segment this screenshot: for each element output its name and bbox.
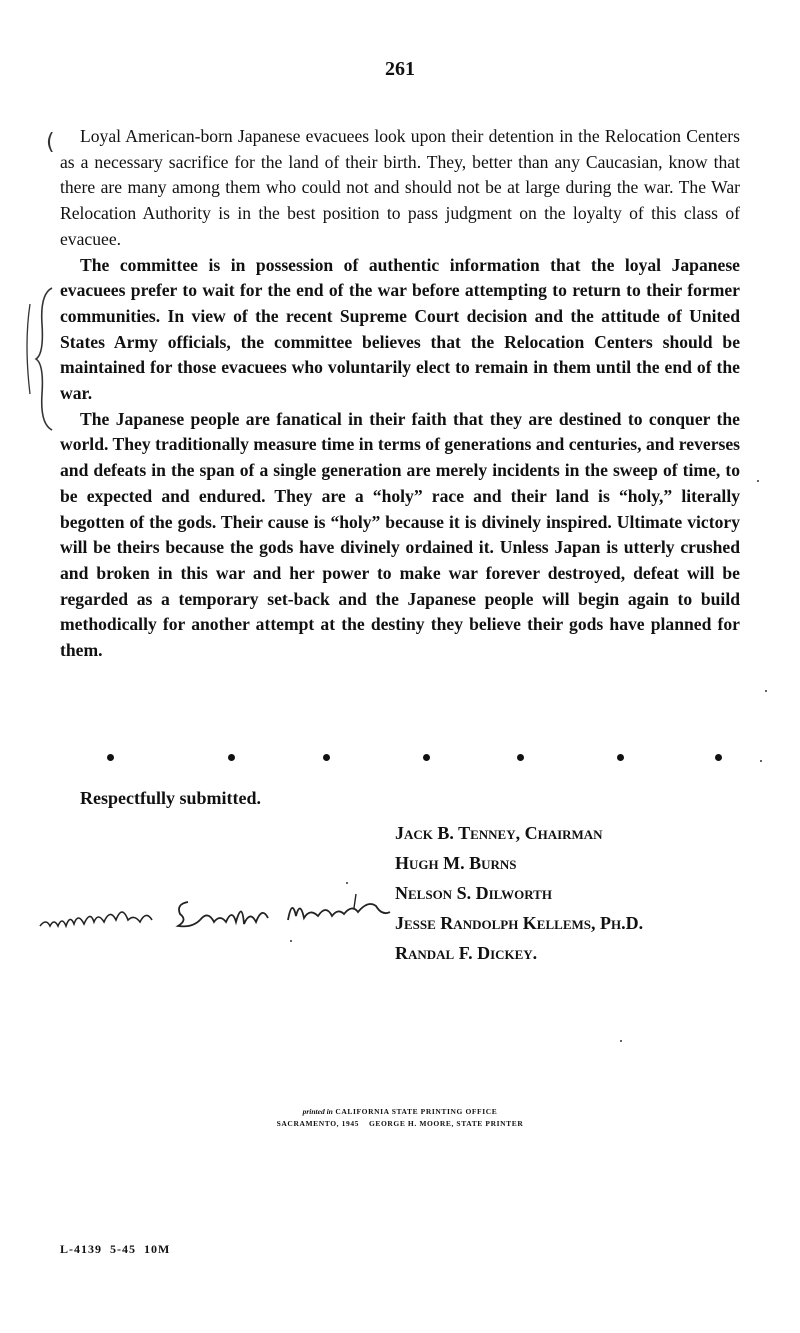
- imprint-line-2: [0, 1118, 800, 1130]
- signatory: Jesse Randolph Kellems, Ph.D.: [395, 913, 644, 933]
- paper-speck: [620, 1040, 622, 1042]
- signatory: Hugh M. Burns: [395, 853, 517, 873]
- ornament-dot: [715, 754, 722, 761]
- ornament-dot: [517, 754, 524, 761]
- page-number: 261: [385, 58, 415, 80]
- margin-mark-1: (: [46, 130, 55, 155]
- ornament-dot: [107, 754, 114, 761]
- imprint-line-1: [0, 1106, 800, 1118]
- ornament-dot: [323, 754, 330, 761]
- ornament-dot: [617, 754, 624, 761]
- signatory-chairman: Jack B. Tenney, Chairman: [395, 823, 603, 843]
- signatory: Nelson S. Dilworth: [395, 883, 552, 903]
- handwritten-signature-icon: [38, 890, 398, 940]
- paper-speck: [757, 480, 759, 482]
- imprint-printer: GEORGE H. MOORE, STATE PRINTER: [368, 1119, 524, 1128]
- paper-speck: [290, 940, 292, 942]
- paper-speck: [765, 690, 767, 692]
- paragraph-japanese-faith: The Japanese people are fanatical in their faith that they are destined to conquer the world. They traditionally measure time in terms of generations and centuries, and reverses and defeats in the span of a single generation are merely incidents in the sweep of time, to be expected and endured. They are a “holy” race and their land is “holy,” literally begotten of the gods. Their cause is “holy” because it is divinely inspired. Ultimate victory will be theirs because the gods have divinely ordained it. Unless Japan is utterly crushed and broken in this war and her power to make war forever destroyed, defeat will be regarded as a temporary set-back and the Japanese people will begin again to build methodically for another attempt at the destiny they believe their gods have planned for them.: [60, 408, 740, 661]
- paragraph-committee-information: The committee is in possession of authentic information that the loyal Japanese evacuees prefer to wait for the end of the war before attempting to return to their former communities. In view of the recent Supreme Court decision and the attitude of United States Army officials, the committee believes that the Relocation Centers should be maintained for those evacuees who voluntarily elect to remain in them until the end of the war.: [60, 254, 740, 404]
- margin-bracket-icon: [22, 284, 62, 434]
- handwritten-annotation: [38, 890, 398, 940]
- printer-imprint: [0, 1106, 800, 1130]
- form-number: L-4139 5-45 10M: [60, 1242, 171, 1256]
- signatory-list: [395, 818, 643, 968]
- paper-speck: [346, 882, 348, 884]
- ornament-dot: [228, 754, 235, 761]
- imprint-office: CALIFORNIA STATE PRINTING OFFICE: [335, 1107, 498, 1116]
- margin-bracket: [22, 284, 62, 438]
- body-text: [60, 124, 740, 664]
- paragraph-loyal-evacuees: Loyal American-born Japanese evacuees look upon their detention in the Relocation Centers as a necessary sacrifice for the land of their birth. They, better than any Caucasian, know that there are many among them who could not and should not be at large during the war. The War Relocation Authority is in the best position to pass judgment on the loyalty of this class of evacuee.: [60, 126, 740, 249]
- ornament-dot: [423, 754, 430, 761]
- respectfully-submitted: Respectfully submitted.: [80, 788, 261, 808]
- paper-speck: [760, 760, 762, 762]
- imprint-printed-in: printed in: [302, 1107, 333, 1116]
- imprint-location-year: SACRAMENTO, 1945: [276, 1119, 360, 1128]
- signatory: Randal F. Dickey.: [395, 943, 538, 963]
- ornamental-dot-row: [95, 750, 735, 766]
